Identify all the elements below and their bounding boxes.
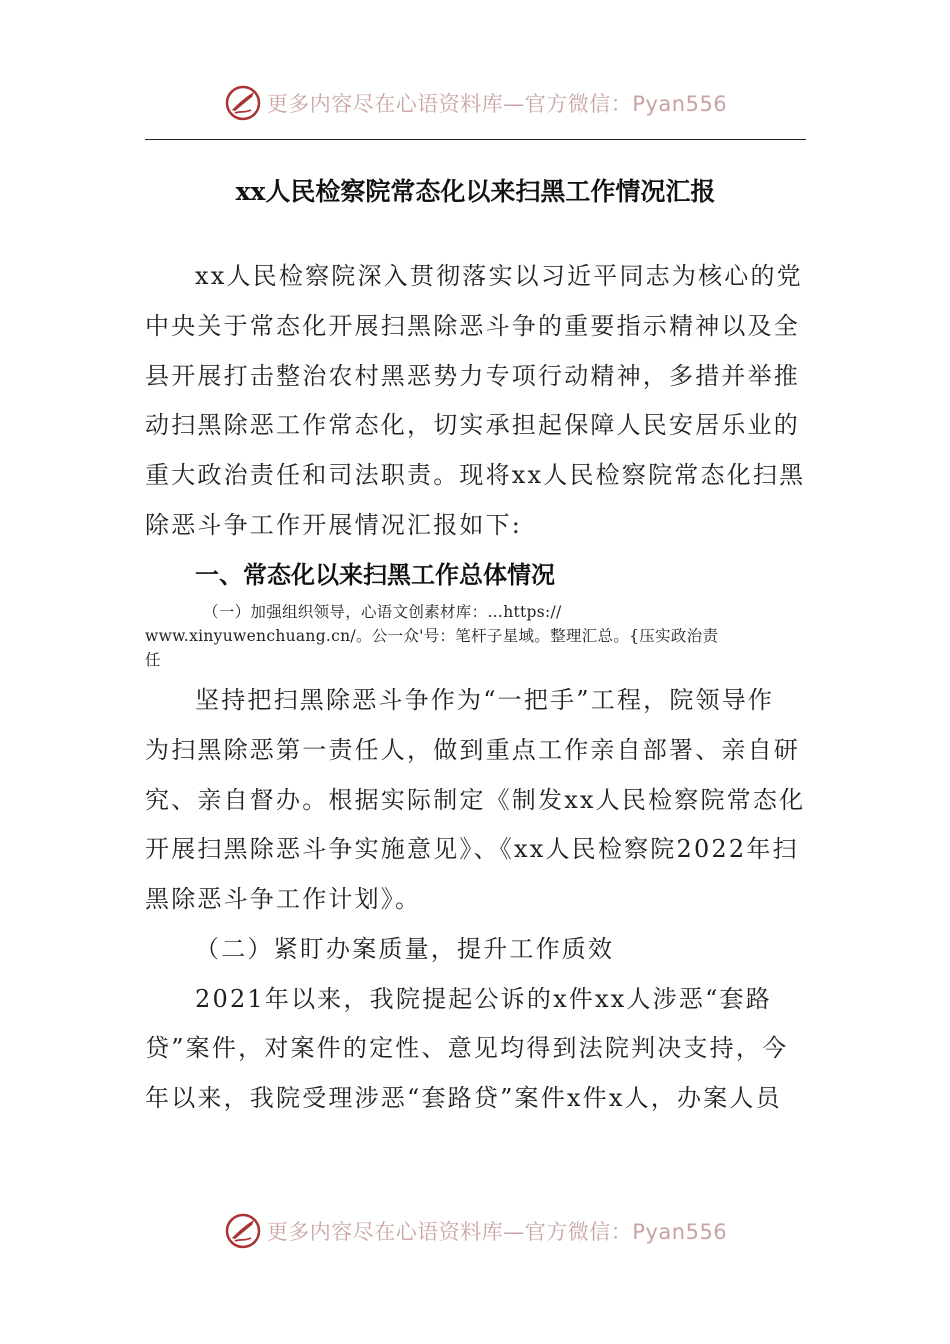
pen-circle-logo-icon: [223, 83, 263, 123]
note-line: 任: [145, 651, 161, 669]
footer-banner: [0, 1206, 950, 1256]
body-line: 贷”案件，对案件的定性、意见均得到法院判决支持，今: [145, 1034, 789, 1062]
body-line: 坚持把扫黑除恶斗争作为“一把手”工程，院领导作: [195, 686, 775, 714]
subsection-heading: （二）紧盯办案质量，提升工作质效: [195, 935, 615, 963]
body-line: 黑除恶斗争工作计划》。: [145, 885, 422, 913]
body-line: 除恶斗争工作开展情况汇报如下:: [145, 511, 523, 539]
header-banner-text: 更多内容尽在心语资料库—官方微信：Pyan556: [266, 92, 728, 116]
body-line: 2021年以来，我院提起公诉的x件xx人涉恶“套路: [195, 985, 772, 1013]
body-line: 动扫黑除恶工作常态化，切实承担起保障人民安居乐业的: [145, 411, 800, 439]
body-line: 为扫黑除恶第一责任人，做到重点工作亲自部署、亲自研: [145, 736, 800, 764]
header-banner: [0, 78, 950, 128]
body-line: 中央关于常态化开展扫黑除恶斗争的重要指示精神以及全: [145, 312, 800, 340]
body-line: 开展扫黑除恶斗争实施意见》、《xx人民检察院2022年扫: [145, 835, 799, 863]
body-line: 重大政治责任和司法职责。现将xx人民检察院常态化扫黑: [145, 461, 806, 489]
body-line: 究、亲自督办。根据实际制定《制发xx人民检察院常态化: [145, 786, 806, 814]
document-title: xx人民检察院常态化以来扫黑工作情况汇报: [235, 177, 716, 206]
note-line: （一）加强组织领导，心语文创素材库：…https://: [203, 603, 562, 621]
header-divider: [145, 139, 806, 140]
body-line: 县开展打击整治农村黑恶势力专项行动精神，多措并举推: [145, 362, 800, 390]
note-line: www.xinyuwenchuang.cn/。公一众'号：笔杆子星域。整理汇总。{压实政治责: [145, 627, 719, 645]
footer-banner-text: 更多内容尽在心语资料库—官方微信：Pyan556: [266, 1220, 728, 1244]
section-heading: 一、常态化以来扫黑工作总体情况: [195, 561, 555, 589]
pen-circle-logo-icon: [223, 1211, 263, 1251]
body-line: xx人民检察院深入贯彻落实以习近平同志为核心的党: [195, 262, 803, 290]
body-line: 年以来，我院受理涉恶“套路贷”案件x件x人，办案人员: [145, 1084, 782, 1112]
